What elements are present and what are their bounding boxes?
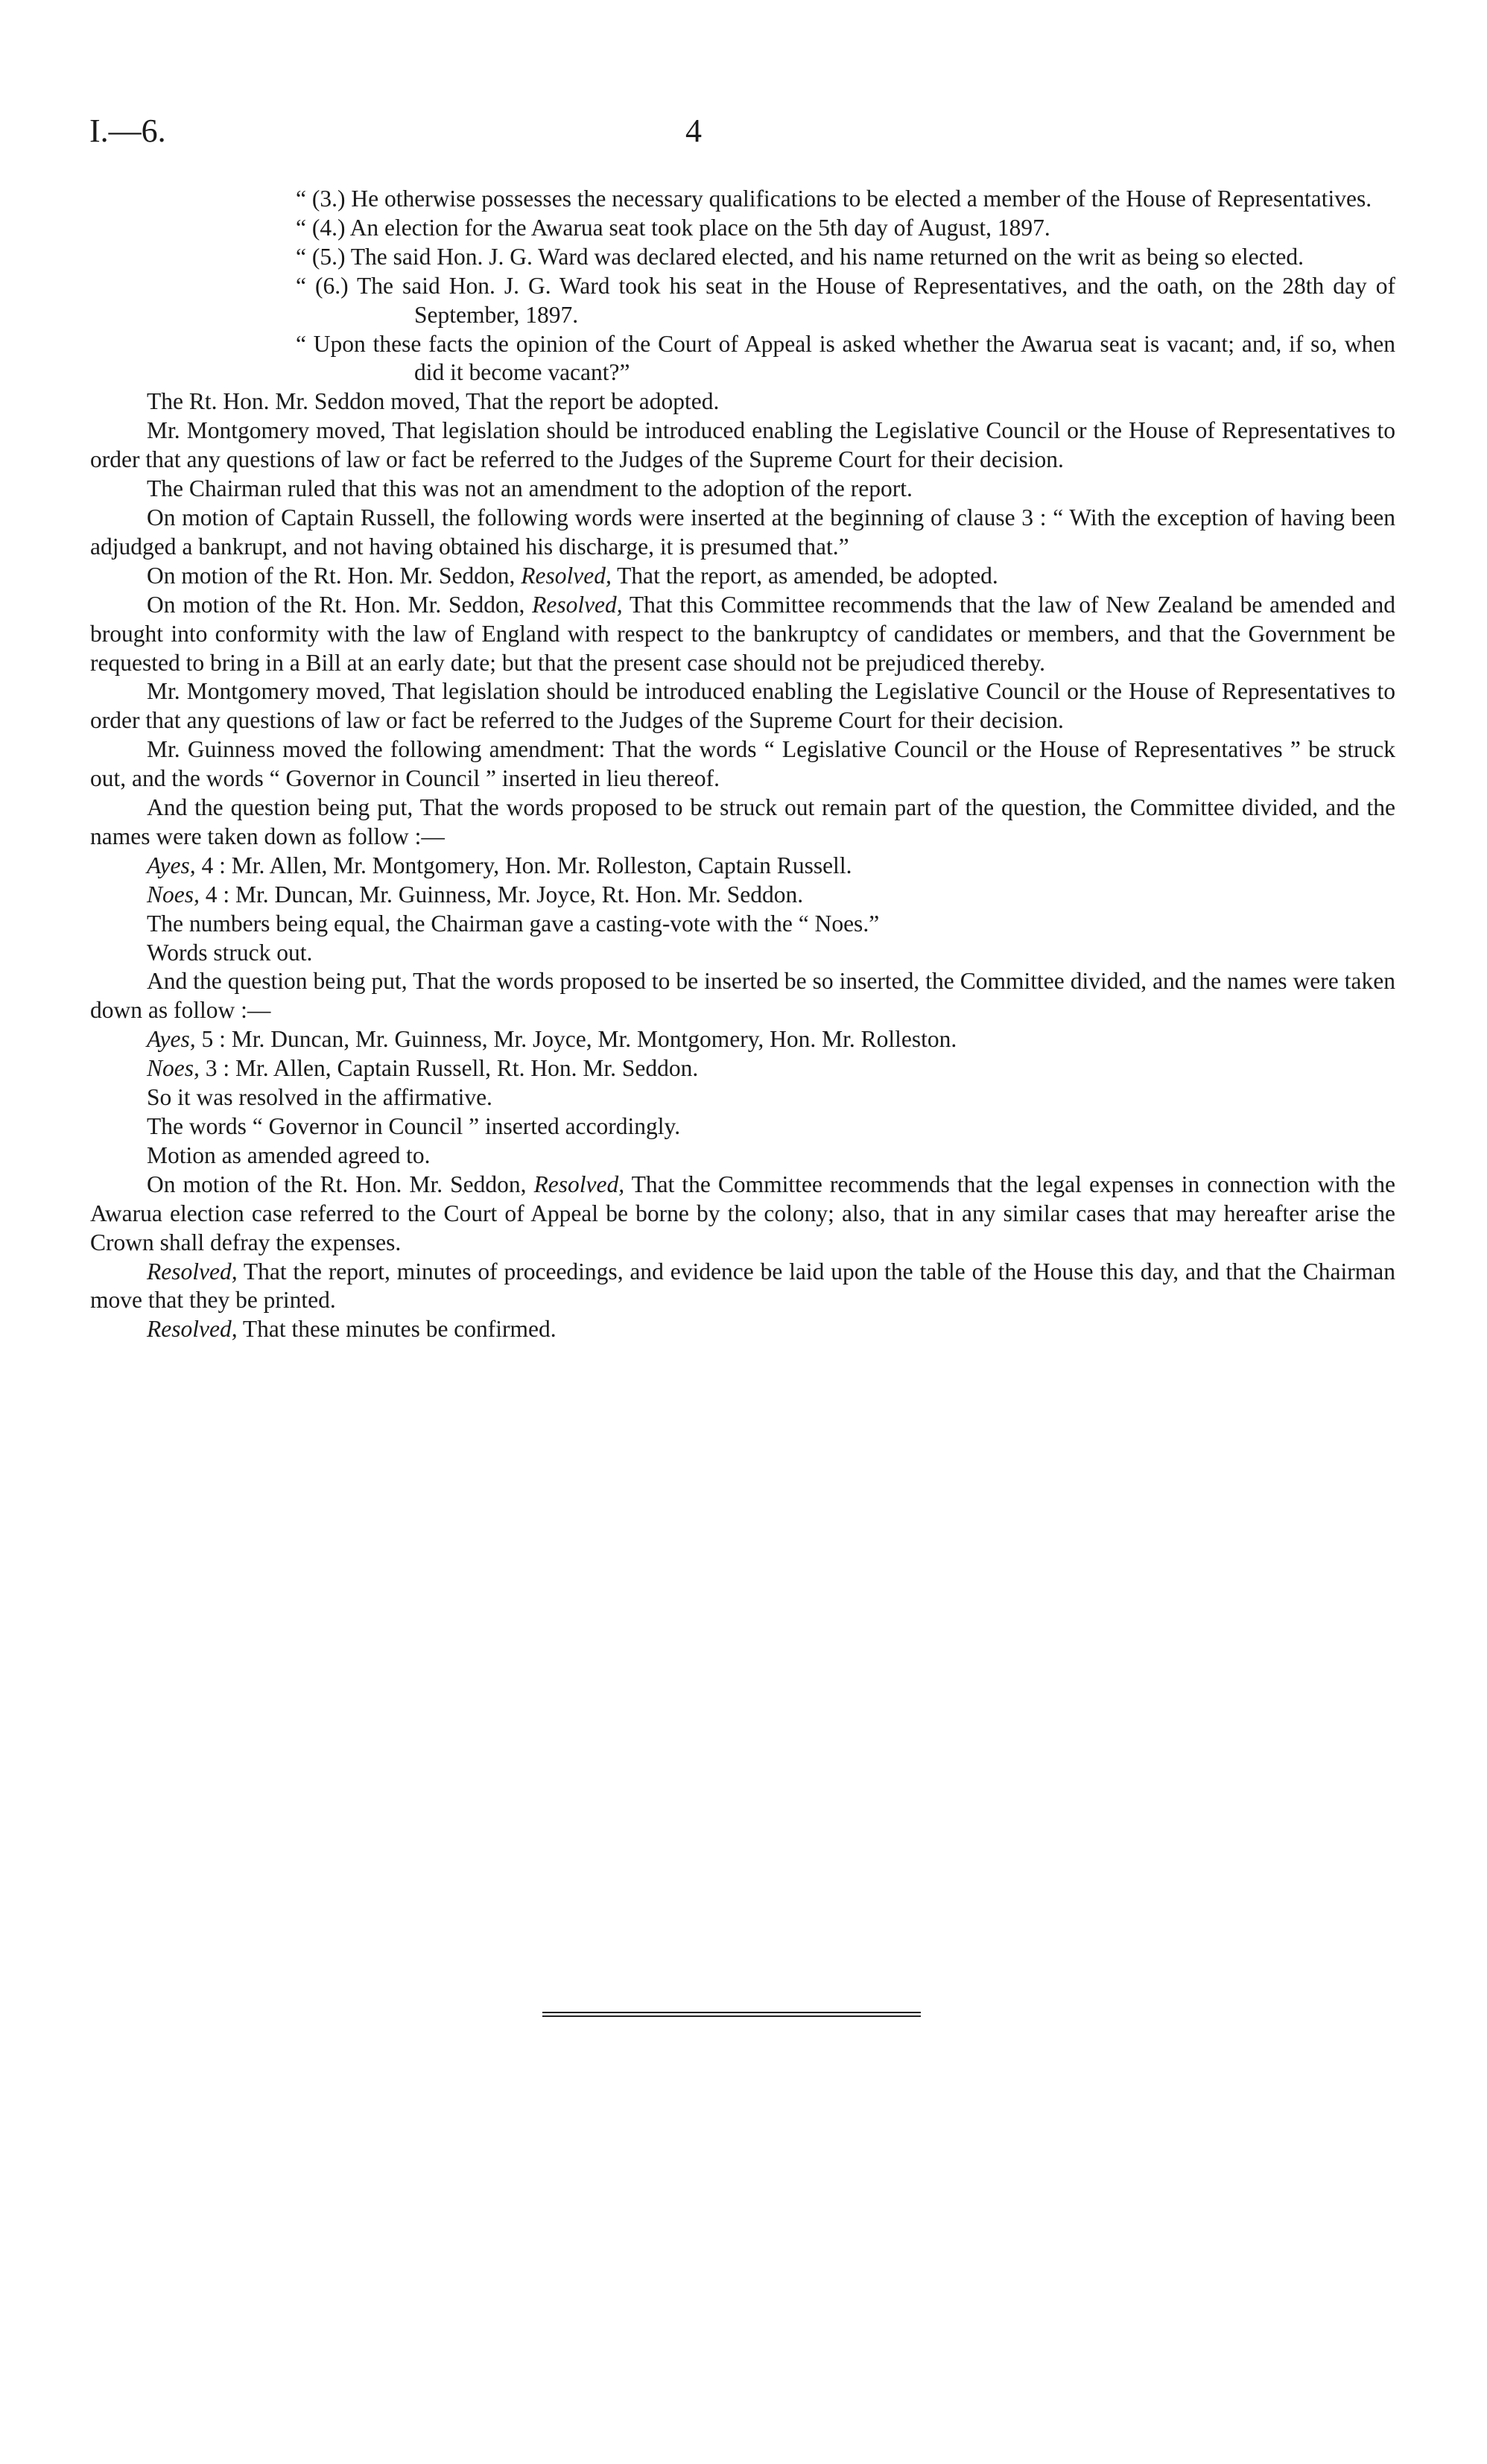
italic-term: Ayes, [147,852,196,878]
paragraph-lead: On motion of the Rt. Hon. Mr. Seddon, [147,1171,534,1197]
paragraph-text: Mr. Montgomery moved, That legislation should be introduced enabling the Legislative Council or the House of Representatives to order that any questions of law or fact be referred to the Judges of the Supreme Court for their decision. [90,678,1395,734]
quoted-clause: “ (5.) The said Hon. J. G. Ward was declared elected, and his name returned on the writ as being so elected. [296,243,1304,270]
paragraph-text: The Rt. Hon. Mr. Seddon moved, That the report be adopted. [147,388,720,415]
minute-paragraph [90,504,1395,562]
end-rule-divider [542,2012,921,2017]
minute-paragraph [90,910,1395,939]
paragraph-text: Words struck out. [147,939,313,966]
minute-paragraph [90,562,1395,591]
italic-term: Resolved, [521,562,612,589]
paragraph-text: On motion of Captain Russell, the following words were inserted at the beginning of clause 3 : “ With the exception of having been adjudged a bankrupt, and not having obtained his discharge, it is presumed that.” [90,504,1395,560]
quoted-clauses [90,185,1395,387]
document-body [90,185,1395,1344]
italic-term: Resolved, [532,591,623,618]
italic-term: Ayes, [147,1026,196,1053]
italic-term: Noes, [147,1055,200,1082]
paragraph-text: Mr. Montgomery moved, That legislation should be introduced enabling the Legislative Council or the House of Representatives to order that any questions of law or fact be referred to the Judges of the Supreme Court for their decision. [90,417,1395,473]
paragraph-text: Motion as amended agreed to. [147,1141,431,1168]
paragraph-text: 5 : Mr. Duncan, Mr. Guinness, Mr. Joyce, Mr. Montgomery, Hon. Mr. Rolleston. [195,1026,957,1053]
paragraph-text: 4 : Mr. Duncan, Mr. Guinness, Mr. Joyce, Rt. Hon. Mr. Seddon. [199,881,804,908]
minute-paragraph [90,387,1395,417]
paragraph-text: That these minutes be confirmed. [237,1316,557,1343]
minute-paragraph [90,939,1395,968]
paragraph-lead: On motion of the Rt. Hon. Mr. Seddon, [147,591,533,618]
paragraph-text: And the question being put, That the words proposed to be struck out remain part of the question, the Committee divided, and the names were taken down as follow :— [90,794,1395,849]
quoted-clause: “ (3.) He otherwise possesses the necessary qualifications to be elected a member of the House of Representatives. [296,186,1372,212]
minute-paragraph [90,1083,1395,1112]
paragraph-text: That the Committee recommends that the legal expenses in connection with the Awarua election case referred to the Court of Appeal be borne by the colony; also, that in any similar cases that may hereafter arise the Crown shall defray the expenses. [90,1171,1395,1255]
paragraph-lead: On motion of the Rt. Hon. Mr. Seddon, [147,562,521,589]
minute-paragraph [90,1025,1395,1054]
paragraph-text: That the report, minutes of proceedings, and evidence be laid upon the table of the House this day, and that the Chairman move that they be printed. [90,1258,1395,1314]
minute-paragraph [90,1315,1395,1344]
minute-paragraph [90,794,1395,852]
paragraph-text: And the question being put, That the words proposed to be inserted be so inserted, the Committee divided, and the names were taken down as follow :— [90,968,1395,1024]
italic-term: Resolved, [147,1316,238,1343]
minute-paragraph [90,735,1395,794]
minute-paragraph [90,967,1395,1025]
paragraph-text: Mr. Guinness moved the following amendment: That the words “ Legislative Council or the House of Representatives ” be struck out, and the words “ Governor in Council ” inserted in lieu thereof. [90,736,1395,792]
quoted-clause: “ Upon these facts the opinion of the Court of Appeal is asked whether the Awarua seat is vacant; and, if so, when did it become vacant?” [296,330,1395,386]
minute-paragraph [90,475,1395,504]
document-reference: I.—6. [89,113,166,149]
quoted-clause: “ (4.) An election for the Awarua seat took place on the 5th day of August, 1897. [296,214,1050,241]
italic-term: Noes, [147,881,200,908]
paragraph-text: That the report, as amended, be adopted. [611,562,998,589]
paragraph-text: 4 : Mr. Allen, Mr. Montgomery, Hon. Mr. Rolleston, Captain Russell. [195,852,852,878]
paragraph-text: The Chairman ruled that this was not an amendment to the adoption of the report. [147,475,913,502]
paragraph-text: 3 : Mr. Allen, Captain Russell, Rt. Hon. Mr. Seddon. [199,1055,699,1082]
paragraph-text: The words “ Governor in Council ” inserted accordingly. [147,1113,681,1139]
minute-paragraph [90,417,1395,475]
minute-paragraph [90,1112,1395,1141]
minute-paragraph [90,881,1395,910]
minute-paragraph [90,852,1395,881]
minute-paragraph [90,591,1395,678]
minutes-paragraphs [90,387,1395,1344]
paragraph-text: That this Committee recommends that the law of New Zealand be amended and brought into conformity with the law of England with respect to the bankruptcy of candidates or members, and that the Government be requested to bring in a Bill at an early date; but that the present case should not be prejudiced thereby. [90,591,1396,676]
minute-paragraph [90,1054,1395,1083]
page-number: 4 [685,113,702,149]
quoted-clause: “ (6.) The said Hon. J. G. Ward took his seat in the House of Representatives, and the oath, on the 28th day of September, 1897. [296,272,1395,328]
minute-paragraph [90,677,1395,735]
minute-paragraph [90,1141,1395,1171]
paragraph-text: So it was resolved in the affirmative. [147,1084,492,1111]
italic-term: Resolved, [147,1258,238,1285]
minute-paragraph [90,1171,1395,1258]
paragraph-text: The numbers being equal, the Chairman gave a casting-vote with the “ Noes.” [147,910,880,937]
italic-term: Resolved, [533,1171,625,1197]
minute-paragraph [90,1258,1395,1316]
